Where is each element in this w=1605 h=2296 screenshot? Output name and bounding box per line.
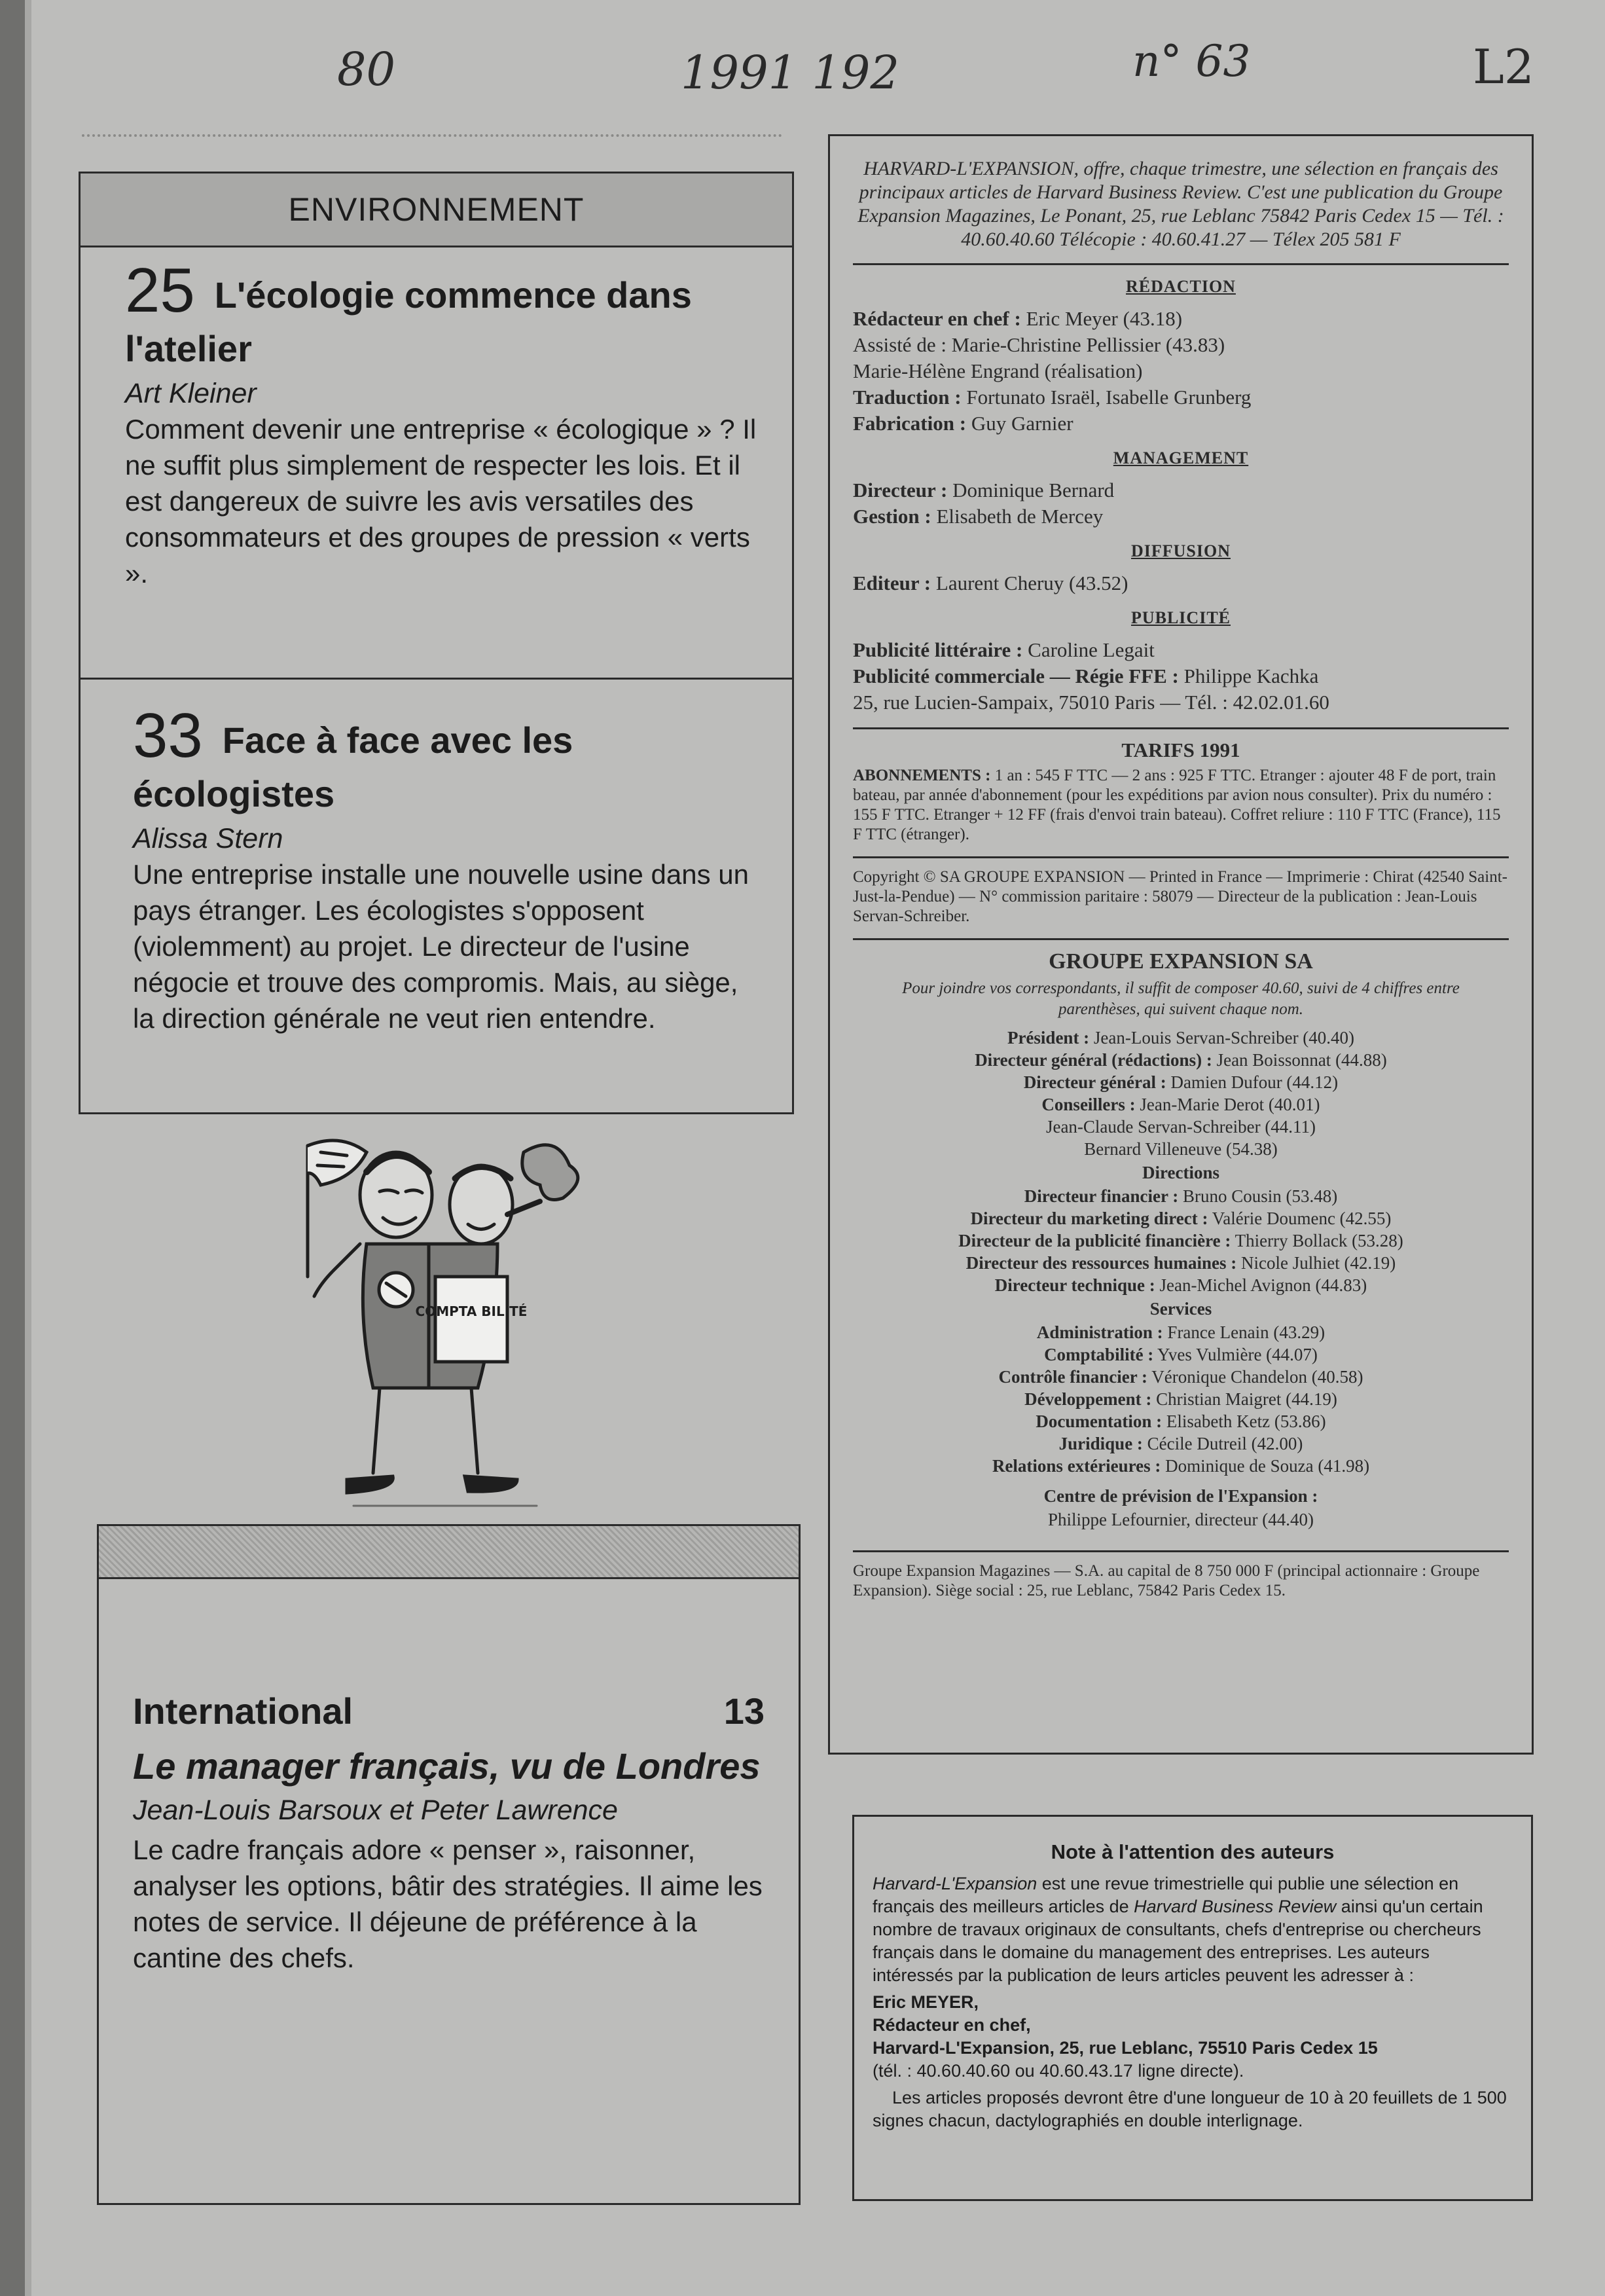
article-summary: Comment devenir une entreprise « écologique » ? Il ne suffit plus simplement de respecter les lois. Et il est dangereux de suivre les avis versatiles des consommateurs et des groupes de pression « verts ». bbox=[125, 414, 757, 589]
directions-heading: Directions bbox=[1142, 1163, 1219, 1182]
handwritten-code: L2 bbox=[1473, 39, 1534, 94]
environnement-box bbox=[79, 172, 794, 1114]
cartoon-sign: COMPTA BILITÉ bbox=[415, 1303, 528, 1319]
note-phone: (tél. : 40.60.40.60 ou 40.60.43.17 ligne directe). bbox=[873, 2061, 1244, 2081]
article-number: 33 bbox=[133, 701, 203, 771]
redaction-heading: RÉDACTION bbox=[1126, 277, 1236, 296]
diffusion-heading: DIFFUSION bbox=[1130, 541, 1231, 560]
service-line: Développement : Christian Maigret (44.19) bbox=[1024, 1389, 1337, 1409]
direction-line: Directeur de la publicité financière : Thierry Bollack (53.28) bbox=[958, 1231, 1403, 1250]
note-paragraph: Harvard-L'Expansion est une revue trimestrielle qui publie une sélection en français des meilleurs articles de Harvard Business Review ainsi qu'un certain nombre de travaux originaux de consultants, chefs d'entreprise ou chercheurs français dans le domaine du management des entreprises. Les auteurs intéressés par la publication de leurs articles peuvent les adresser à : bbox=[873, 1874, 1483, 1985]
redaction-line: Marie-Hélène Engrand (réalisation) bbox=[853, 359, 1143, 382]
groupe-heading: GROUPE EXPANSION SA bbox=[1049, 949, 1313, 974]
article-25[interactable] bbox=[81, 255, 792, 591]
tarifs-heading: TARIFS 1991 bbox=[1121, 738, 1240, 761]
centre-line: Philippe Lefournier, directeur (44.40) bbox=[1047, 1510, 1314, 1529]
cartoon-illustration bbox=[281, 1126, 596, 1512]
page-number: 13 bbox=[723, 1690, 765, 1732]
publicite-line: Publicité littéraire : Caroline Legait bbox=[853, 638, 1155, 661]
service-line: Comptabilité : Yves Vulmière (44.07) bbox=[1044, 1345, 1318, 1364]
direction-line: Directeur financier : Bruno Cousin (53.48) bbox=[1024, 1186, 1338, 1206]
international-box[interactable] bbox=[97, 1524, 801, 2205]
redaction-line: Fabrication : Guy Garnier bbox=[853, 412, 1073, 435]
dirigeant-line: Conseillers : Jean-Marie Derot (40.01) bbox=[1041, 1095, 1320, 1114]
article-33[interactable] bbox=[81, 701, 792, 1036]
article-title: L'écologie commence dans l'atelier bbox=[125, 274, 692, 369]
redaction-line: Traduction : Fortunato Israël, Isabelle Grunberg bbox=[853, 386, 1252, 409]
direction-line: Directeur des ressources humaines : Nicole Julhiet (42.19) bbox=[965, 1253, 1396, 1273]
handwritten-number: 80 bbox=[337, 43, 396, 96]
direction-line: Directeur du marketing direct : Valérie Doumenc (42.55) bbox=[970, 1209, 1392, 1228]
publicite-heading: PUBLICITÉ bbox=[1130, 608, 1231, 627]
direction-line: Directeur technique : Jean-Michel Avignon (44.83) bbox=[994, 1275, 1367, 1295]
dirigeant-line: Directeur général : Damien Dufour (44.12) bbox=[1023, 1072, 1339, 1092]
centre-heading: Centre de prévision de l'Expansion : bbox=[1043, 1486, 1318, 1506]
dirigeant-line: Bernard Villeneuve (54.38) bbox=[1084, 1139, 1278, 1159]
page-binding-shadow bbox=[25, 0, 31, 2296]
article-divider bbox=[81, 678, 792, 680]
management-heading: MANAGEMENT bbox=[1113, 448, 1249, 467]
tarifs-text: ABONNEMENTS : 1 an : 545 F TTC — 2 ans : 925 F TTC. Etranger : ajouter 48 F de port, train bateau, par année d'abonnement (pour les expéditions par avion nous consulter). Prix du numéro : 155 F TTC. Etranger + 12 FF (frais d'envoi train bateau). Coffret reliure : 110 F TTC (France), 115 F TTC (étranger). bbox=[853, 767, 1501, 843]
dirigeant-line: Jean-Claude Servan-Schreiber (44.11) bbox=[1045, 1117, 1316, 1137]
section-header: ENVIRONNEMENT bbox=[81, 173, 792, 247]
publicite-line: 25, rue Lucien-Sampaix, 75010 Paris — Tél. : 42.02.01.60 bbox=[853, 691, 1329, 714]
masthead-intro: HARVARD-L'EXPANSION, offre, chaque trimestre, une sélection en français des principaux articles de Harvard Business Review. C'est une publication du Groupe Expansion Magazines, Le Ponant, 25, rue Leblanc 75842 Paris Cedex 15 — Tél. : 40.60.40.60 Télécopie : 40.60.41.27 — Télex 205 581 F bbox=[857, 158, 1504, 250]
service-line: Contrôle financier : Véronique Chandelon (40.58) bbox=[998, 1367, 1363, 1387]
dirigeant-line: Président : Jean-Louis Servan-Schreiber (40.40) bbox=[1007, 1028, 1355, 1048]
masthead-footer: Groupe Expansion Magazines — S.A. au capital de 8 750 000 F (principal actionnaire : Groupe Expansion). Siège social : 25, rue Leblanc, 75842 Paris Cedex 15. bbox=[853, 1562, 1480, 1599]
note-paragraph: Les articles proposés devront être d'une longueur de 10 à 20 feuillets de 1 500 signes chacun, dactylographiés en double interlignage. bbox=[873, 2088, 1507, 2130]
service-line: Relations extérieures : Dominique de Souza (41.98) bbox=[992, 1456, 1370, 1476]
handwritten-date: 1991 192 bbox=[681, 46, 900, 100]
article-author: Alissa Stern bbox=[133, 823, 283, 854]
article-authors: Jean-Louis Barsoux et Peter Lawrence bbox=[133, 1795, 618, 1826]
hatched-header bbox=[99, 1526, 799, 1579]
management-line: Gestion : Elisabeth de Mercey bbox=[853, 505, 1104, 528]
section-label: International bbox=[133, 1690, 353, 1732]
copyright-text: Copyright © SA GROUPE EXPANSION — Printed in France — Imprimerie : Chirat (42540 Saint-Just-la-Pendue) — N° commission paritaire : 58079 — Directeur de la publication : Jean-Louis Servan-Schreiber. bbox=[853, 868, 1507, 925]
article-summary: Une entreprise installe une nouvelle usine dans un pays étranger. Les écologistes s'opposent (violemment) au projet. Le directeur de l'usine négocie et trouve des compromis. Mais, au siège, la direction générale ne veut rien entendre. bbox=[133, 859, 749, 1034]
dotted-separator bbox=[82, 134, 782, 137]
handwritten-issue: n° 63 bbox=[1132, 36, 1251, 86]
article-title: Face à face avec les écologistes bbox=[133, 720, 573, 814]
services-heading: Services bbox=[1149, 1299, 1212, 1319]
management-line: Directeur : Dominique Bernard bbox=[853, 479, 1115, 501]
note-title: Note à l'attention des auteurs bbox=[1051, 1840, 1335, 1863]
article-title: Le manager français, vu de Londres bbox=[133, 1745, 761, 1787]
diffusion-line: Editeur : Laurent Cheruy (43.52) bbox=[853, 572, 1128, 594]
article-summary: Le cadre français adore « penser », raisonner, analyser les options, bâtir des stratégies. Il aime les notes de service. Il déjeune de préférence à la cantine des chefs. bbox=[133, 1834, 763, 1973]
groupe-intro: Pour joindre vos correspondants, il suffit de composer 40.60, suivi de 4 chiffres entre parenthèses, qui suivent chaque nom. bbox=[902, 979, 1460, 1018]
note-box bbox=[852, 1815, 1533, 2201]
page-binding-edge bbox=[0, 0, 25, 2296]
article-number: 25 bbox=[125, 255, 195, 325]
redaction-line: Assisté de : Marie-Christine Pellissier (43.83) bbox=[853, 333, 1225, 356]
service-line: Administration : France Lenain (43.29) bbox=[1036, 1322, 1325, 1342]
publicite-line: Publicité commerciale — Régie FFE : Philippe Kachka bbox=[853, 665, 1319, 687]
article-author: Art Kleiner bbox=[125, 378, 257, 409]
service-line: Juridique : Cécile Dutreil (42.00) bbox=[1058, 1434, 1303, 1453]
note-address: Eric MEYER, Rédacteur en chef, Harvard-L'Expansion, 25, rue Leblanc, 75510 Paris Cedex 15 bbox=[873, 1992, 1378, 2058]
masthead-box bbox=[828, 134, 1534, 1755]
redaction-line: Rédacteur en chef : Eric Meyer (43.18) bbox=[853, 307, 1183, 330]
dirigeant-line: Directeur général (rédactions) : Jean Boissonnat (44.88) bbox=[975, 1050, 1387, 1070]
service-line: Documentation : Elisabeth Ketz (53.86) bbox=[1036, 1412, 1326, 1431]
